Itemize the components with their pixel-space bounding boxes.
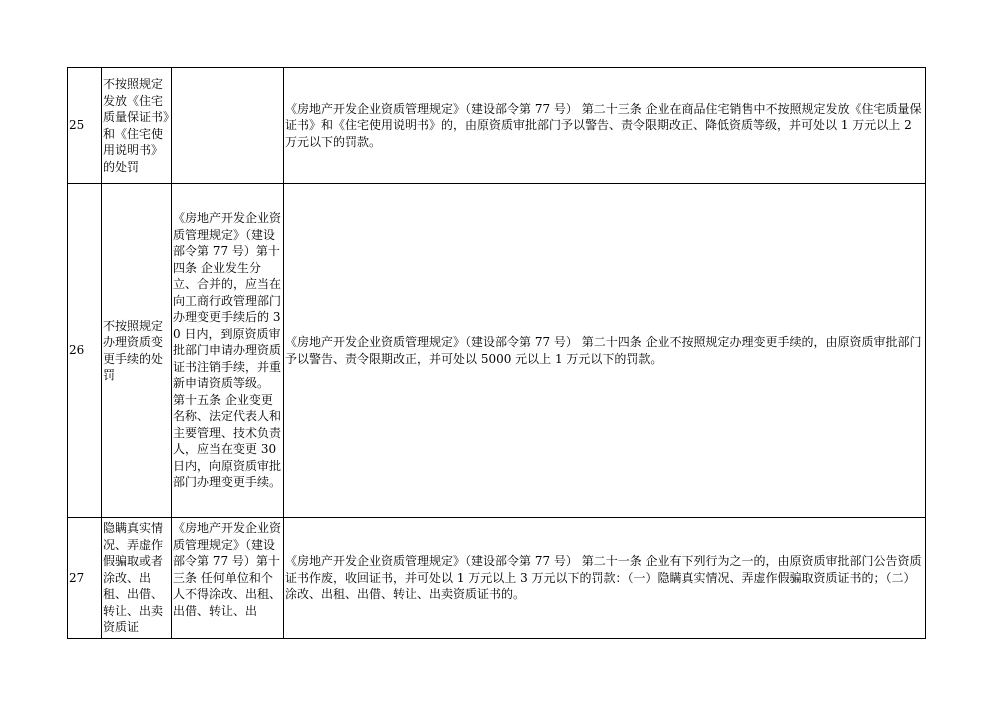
item-name: 不按照规定办理资质变更手续的处罚 — [102, 184, 172, 518]
legal-basis: 《房地产开发企业资质管理规定》（建设部令第 77 号）第十三条 任何单位和个人不得涂改、出租、出借、转让、出 — [173, 521, 282, 618]
item-name: 不按照规定发放《住宅质量保证书》和《住宅使用说明书》的处罚 — [102, 68, 172, 184]
penalty-content: 《房地产开发企业资质管理规定》（建设部令第 77 号） 第二十三条 企业在商品住宅销售中不按照规定发放《住宅质量保证书》和《住宅使用说明书》的，由原资质审批部门予以警告、责令限期改正、降低资质等级，并可处以 1 万元以上 2 万元以下的罚款。 — [284, 68, 926, 184]
table-row — [68, 68, 926, 184]
row-number: 26 — [68, 184, 102, 518]
penalty-content: 《房地产开发企业资质管理规定》（建设部令第 77 号） 第二十一条 企业有下列行为之一的，由原资质审批部门公告资质证书作废，收回证书，并可处以 1 万元以上 3 万元以下的罚款：（一）隐瞒真实情况、弄虚作假骗取资质证书的；（二）涂改、出租、出借、转让、出卖资质证书的。 — [284, 518, 926, 639]
penalty-content: 《房地产开发企业资质管理规定》（建设部令第 77 号） 第二十四条 企业不按照规定办理变更手续的，由原资质审批部门予以警告、责令限期改正，并可处以 5000 元以上 1 万元以下的罚款。 — [284, 184, 926, 518]
row-number: 27 — [68, 518, 102, 639]
table-row — [68, 184, 926, 518]
regulation-table — [67, 67, 926, 639]
item-name: 隐瞒真实情况、弄虚作假骗取或者涂改、出租、出借、转让、出卖资质证 — [103, 521, 164, 634]
legal-basis: 《房地产开发企业资质管理规定》（建设部令第 77 号）第十四条 企业发生分立、合并的，应当在向工商行政管理部门办理变更手续后的 30 日内，到原资质审批部门申请办理资质证书注销手续，并重新申请资质等级。 第十五条 企业变更名称、法定代表人和主要管理、技术负责人，应当在变更 30 日内，向原资质审批部门办理变更手续。 — [172, 184, 284, 518]
table-row — [68, 518, 926, 639]
row-number: 25 — [68, 68, 102, 184]
legal-basis — [172, 68, 284, 184]
